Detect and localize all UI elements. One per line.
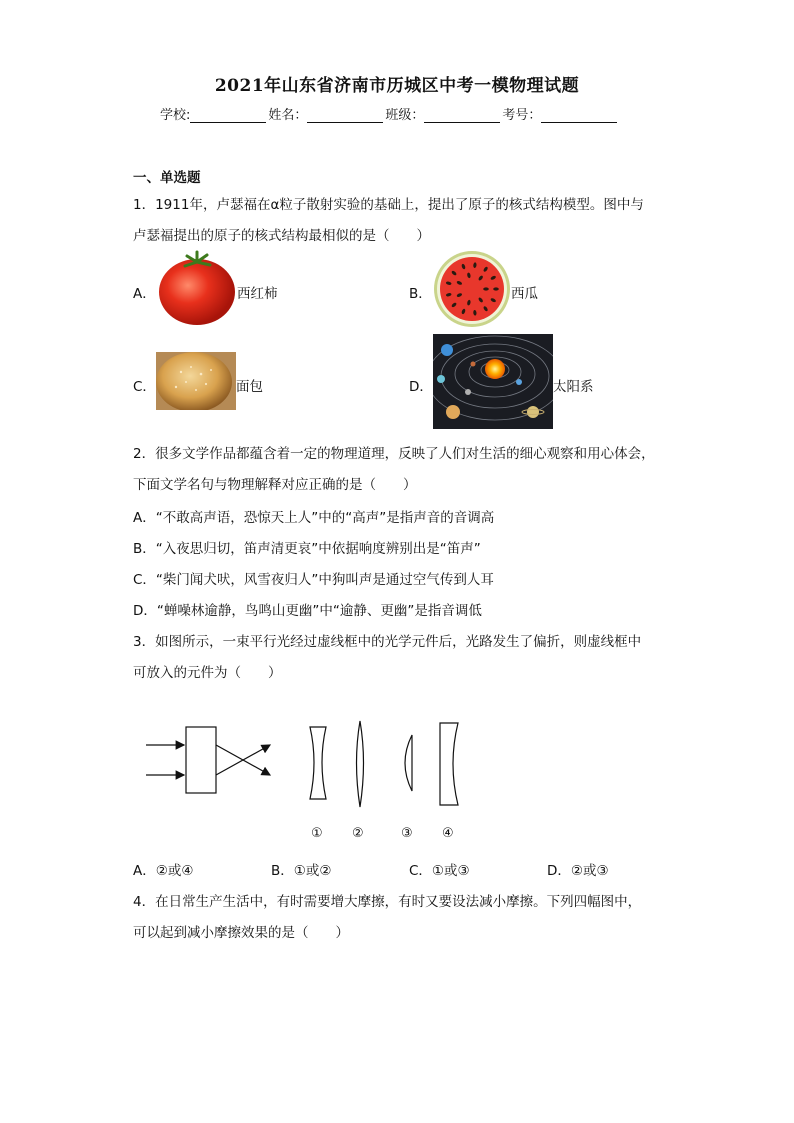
q2-option-c: C．“柴门闻犬吠，风雪夜归人”中狗叫声是通过空气传到人耳 — [133, 572, 494, 588]
section-title: 一、单选题 — [133, 170, 201, 186]
lens-2-biconvex — [357, 721, 364, 807]
q2-line1: 2．很多文学作品都蕴含着一定的物理道理，反映了人们对生活的细心观察和用心体会， — [133, 446, 655, 462]
lens-label-2: ② — [352, 826, 364, 841]
q3-line2: 可放入的元件为（ ） — [133, 665, 282, 681]
q1-line1: 1．1911年，卢瑟福在α粒子散射实验的基础上，提出了原子的核式结构模型。图中与 — [133, 197, 644, 213]
q3-line1: 3．如图所示，一束平行光经过虚线框中的光学元件后，光路发生了偏折，则虚线框中 — [133, 634, 642, 650]
tomato-icon — [157, 250, 237, 327]
page-title: 2021年山东省济南市历城区中考一模物理试题 — [214, 76, 580, 96]
school-blank — [190, 108, 266, 123]
solar-system-icon — [433, 334, 553, 429]
class-label: 班级： — [385, 108, 425, 123]
q3-option-a: A．②或④ — [133, 863, 194, 879]
q2-option-a: A．“不敢高声语，恐惊天上人”中的“高声”是指声音的音调高 — [133, 510, 495, 526]
bread-icon — [156, 352, 236, 410]
exam-no-label: 考号： — [502, 108, 542, 123]
q1-option-a-label: 西红柿 — [237, 286, 278, 302]
lens-3-planoconvex — [405, 735, 412, 791]
q2-line2: 下面文学名句与物理解释对应正确的是（ ） — [133, 477, 417, 493]
lens-4-planoconcave — [440, 723, 458, 805]
exam-no-blank — [541, 108, 617, 123]
q1-option-b-letter: B． — [409, 286, 432, 302]
student-info-row — [160, 104, 619, 123]
q1-option-a-letter: A． — [133, 286, 156, 302]
lens-label-1: ① — [311, 826, 323, 841]
light-box-figure — [146, 727, 270, 793]
lens-label-4: ④ — [442, 826, 454, 841]
optics-diagram — [140, 715, 470, 845]
q4-line1: 4．在日常生产生活中，有时需要增大摩擦，有时又要设法减小摩擦。下列四幅图中， — [133, 894, 642, 910]
school-label: 学校: — [160, 108, 191, 123]
lens-1-biconcave — [310, 727, 326, 799]
q3-option-d: D．②或③ — [547, 863, 609, 879]
q1-line2: 卢瑟福提出的原子的核式结构最相似的是（ ） — [133, 228, 430, 244]
q1-option-b-label: 西瓜 — [511, 286, 538, 302]
q1-option-d-label: 太阳系 — [553, 379, 594, 395]
q1-option-d-letter: D． — [409, 379, 433, 395]
q2-option-b: B．“入夜思归切，笛声清更哀”中依据响度辨别出是“笛声” — [133, 541, 481, 557]
q1-option-c-label: 面包 — [236, 379, 263, 395]
q3-option-b: B．①或② — [271, 863, 332, 879]
class-blank — [424, 108, 500, 123]
q2-option-d: D．“蝉噪林逾静，鸟鸣山更幽”中“逾静、更幽”是指音调低 — [133, 603, 482, 619]
lens-label-3: ③ — [401, 826, 413, 841]
name-blank — [307, 108, 383, 123]
q4-line2: 可以起到减小摩擦效果的是（ ） — [133, 925, 349, 941]
watermelon-icon — [433, 250, 511, 328]
q3-option-c: C．①或③ — [409, 863, 470, 879]
name-label: 姓名： — [268, 108, 308, 123]
q1-option-c-letter: C． — [133, 379, 156, 395]
